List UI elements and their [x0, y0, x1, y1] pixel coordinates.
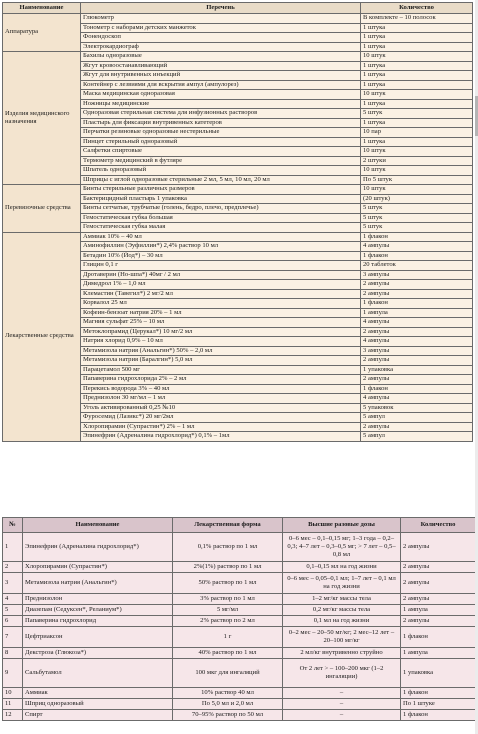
- table-row: [3, 627, 476, 648]
- item-name: Тонометр с наборами детских манжеток: [81, 23, 361, 33]
- item-quantity: 5 штук: [361, 213, 473, 223]
- row-number: 4: [3, 594, 23, 605]
- table-row: [3, 562, 476, 573]
- drug-name: Сальбутамол: [23, 659, 173, 688]
- table-row: [3, 594, 476, 605]
- item-name: Папаверина гидрохлорида 2% – 2 мл: [81, 375, 361, 385]
- table-row: [3, 573, 476, 594]
- item-name: Хлоропирамин (Супрастин*) 2% – 1 мл: [81, 422, 361, 432]
- item-quantity: 1 флакон: [361, 251, 473, 261]
- drug-quantity: 1 упаковка: [401, 659, 476, 688]
- pediatric-drugs-table: [2, 517, 476, 721]
- item-quantity: 1 штука: [361, 33, 473, 43]
- item-quantity: 1 штука: [361, 118, 473, 128]
- item-quantity: В комплекте – 10 полосок: [361, 14, 473, 24]
- drug-name: Папаверина гидрохлорид: [23, 616, 173, 627]
- item-name: Бахилы одноразовые: [81, 52, 361, 62]
- header-name: Наименование: [3, 3, 81, 14]
- table-row: [3, 232, 473, 242]
- item-name: Метоклопрамид (Церукал*) 10 мг/2 мл: [81, 327, 361, 337]
- item-quantity: 5 упаковок: [361, 403, 473, 413]
- drug-name: Спирт: [23, 710, 173, 721]
- dosage-form: 40% раствор по 1 мл: [173, 648, 283, 659]
- table-row: [3, 688, 476, 699]
- item-name: Ножницы медицинские: [81, 99, 361, 109]
- max-dose: 0,1 мл на год жизни: [283, 616, 401, 627]
- drug-name: Цефтриаксон: [23, 627, 173, 648]
- row-number: 8: [3, 648, 23, 659]
- item-quantity: 4 ампулы: [361, 318, 473, 328]
- item-quantity: 1 упаковка: [361, 365, 473, 375]
- drug-quantity: 2 ампулы: [401, 562, 476, 573]
- drug-name: Хлоропирамин (Супрастин*): [23, 562, 173, 573]
- header-list: Перечень: [81, 3, 361, 14]
- row-number: 3: [3, 573, 23, 594]
- item-name: Салфетки спиртовые: [81, 147, 361, 157]
- dosage-form: 100 мкг для ингаляций: [173, 659, 283, 688]
- row-number: 7: [3, 627, 23, 648]
- item-name: Метамизола натрия (Анальгин*) 50% – 2,0 мл: [81, 346, 361, 356]
- item-name: Маска медицинская одноразовая: [81, 90, 361, 100]
- item-name: Аммиак 10% – 40 мл: [81, 232, 361, 242]
- item-name: Шпатель одноразовый: [81, 166, 361, 176]
- row-number: 5: [3, 605, 23, 616]
- item-name: Контейнер с лезвиями для вскрытия ампул (ампулорез): [81, 80, 361, 90]
- item-quantity: 5 ампул: [361, 413, 473, 423]
- drug-name: Декстроза (Глюкоза*): [23, 648, 173, 659]
- table-row: [3, 616, 476, 627]
- item-quantity: 1 штука: [361, 137, 473, 147]
- item-name: Кофеин-бензоат натрия 20% – 1 мл: [81, 308, 361, 318]
- header-number: №: [3, 518, 23, 533]
- item-quantity: (20 штук): [361, 194, 473, 204]
- item-quantity: 2 ампулы: [361, 280, 473, 290]
- item-quantity: 5 штук: [361, 223, 473, 233]
- drug-quantity: 1 флакон: [401, 688, 476, 699]
- item-quantity: 2 ампулы: [361, 422, 473, 432]
- item-name: Бинты сетчатые, трубчатые (голень, бедро, плечо, предплечье): [81, 204, 361, 214]
- item-quantity: 2 ампулы: [361, 289, 473, 299]
- dosage-form: 2% раствор по 2 мл: [173, 616, 283, 627]
- item-name: Пинцет стерильный одноразовый: [81, 137, 361, 147]
- header-drug-name: Наименование: [23, 518, 173, 533]
- item-name: Шприцы с иглой одноразовые стерильные 2 мл, 5 мл, 10 мл, 20 мл: [81, 175, 361, 185]
- item-quantity: 10 штук: [361, 90, 473, 100]
- max-dose: 0–6 мес – 0,05–0,1 мл; 1–7 лет – 0,1 мл на год жизни: [283, 573, 401, 594]
- drug-quantity: 2 ампулы: [401, 573, 476, 594]
- drug-name: Шприц одноразовый: [23, 699, 173, 710]
- item-name: Гемостатическая губка большая: [81, 213, 361, 223]
- item-quantity: 20 таблеток: [361, 261, 473, 271]
- item-name: Жгут для внутривенных инъекций: [81, 71, 361, 81]
- drug-name: Диазепам (Седуксен*, Реланиум*): [23, 605, 173, 616]
- drug-quantity: 1 ампула: [401, 605, 476, 616]
- item-name: Перекись водорода 3% – 40 мл: [81, 384, 361, 394]
- max-dose: 1–2 мг/кг массы тела: [283, 594, 401, 605]
- dosage-form: 3% раствор по 1 мл: [173, 594, 283, 605]
- item-name: Перчатки резиновые одноразовые нестерильные: [81, 128, 361, 138]
- row-number: 6: [3, 616, 23, 627]
- item-name: Одноразовая стерильная система для инфузионных растворов: [81, 109, 361, 119]
- item-quantity: 3 ампулы: [361, 346, 473, 356]
- table-row: [3, 14, 473, 24]
- header-drug-quantity: Количество: [401, 518, 476, 533]
- dosage-form: 10% раствор 40 мл: [173, 688, 283, 699]
- section-name: Изделия медицинского назначения: [3, 52, 81, 185]
- drug-name: Аммиак: [23, 688, 173, 699]
- dosage-form: 2%(1%) раствор по 1 мл: [173, 562, 283, 573]
- item-name: Гемостатическая губка малая: [81, 223, 361, 233]
- row-number: 12: [3, 710, 23, 721]
- item-quantity: 3 ампулы: [361, 270, 473, 280]
- table-row: [3, 659, 476, 688]
- item-quantity: 4 ампулы: [361, 242, 473, 252]
- drug-quantity: По 1 штуке: [401, 699, 476, 710]
- table-row: [3, 699, 476, 710]
- item-quantity: 1 штука: [361, 80, 473, 90]
- row-number: 1: [3, 533, 23, 562]
- dosage-form: 0,1% раствор по 1 мл: [173, 533, 283, 562]
- item-name: Глюкометр: [81, 14, 361, 24]
- item-quantity: 10 штук: [361, 52, 473, 62]
- dosage-form: 70–95% раствор по 50 мл: [173, 710, 283, 721]
- drug-quantity: 2 ампулы: [401, 533, 476, 562]
- dosage-form: 5 мг/мл: [173, 605, 283, 616]
- drug-name: Эпинефрин (Адреналина гидрохлорид*): [23, 533, 173, 562]
- table-row: [3, 52, 473, 62]
- header-quantity: Количество: [361, 3, 473, 14]
- item-quantity: 1 штука: [361, 61, 473, 71]
- max-dose: От 2 лет > – 100–200 мкг (1–2 ингаляции): [283, 659, 401, 688]
- drug-quantity: 2 ампулы: [401, 594, 476, 605]
- item-name: Термометр медицинский в футляре: [81, 156, 361, 166]
- item-quantity: 10 штук: [361, 166, 473, 176]
- drug-quantity: 2 ампулы: [401, 616, 476, 627]
- table-row: [3, 648, 476, 659]
- max-dose: –: [283, 699, 401, 710]
- item-name: Фуросемид (Лазикс*) 20 мг/2мл: [81, 413, 361, 423]
- table-row: [3, 710, 476, 721]
- section-name: Аппаратура: [3, 14, 81, 52]
- item-quantity: 1 флакон: [361, 232, 473, 242]
- item-quantity: 5 штук: [361, 109, 473, 119]
- item-name: Натрия хлорид 0,9% – 10 мл: [81, 337, 361, 347]
- item-quantity: По 5 штук: [361, 175, 473, 185]
- item-name: Дротаверин (Но-шпа*) 40мг / 2 мл: [81, 270, 361, 280]
- item-name: Парацетамол 500 мг: [81, 365, 361, 375]
- item-quantity: 10 пар: [361, 128, 473, 138]
- item-name: Глицин 0,1 г: [81, 261, 361, 271]
- max-dose: 0,1–0,15 мл на год жизни: [283, 562, 401, 573]
- table-row: [3, 533, 476, 562]
- item-quantity: 10 штук: [361, 147, 473, 157]
- drug-quantity: 1 флакон: [401, 710, 476, 721]
- drug-name: Метамизола натрия (Анальгин*): [23, 573, 173, 594]
- item-name: Метамизола натрия (Баралгин*) 5,0 мл: [81, 356, 361, 366]
- section-name: Лекарственные средства: [3, 232, 81, 441]
- item-name: Корвалол 25 мл: [81, 299, 361, 309]
- item-quantity: 1 ампула: [361, 308, 473, 318]
- item-name: Аминофиллин (Эуфиллин*) 2,4% раствор 10 мл: [81, 242, 361, 252]
- item-name: Пластырь для фиксации внутривенных катетеров: [81, 118, 361, 128]
- item-name: Бинты стерильные различных размеров: [81, 185, 361, 195]
- drug-name: Преднизолон: [23, 594, 173, 605]
- max-dose: –: [283, 688, 401, 699]
- equipment-table-header: [3, 3, 473, 14]
- item-name: Жгут кровоостанавливающий: [81, 61, 361, 71]
- item-quantity: 1 штука: [361, 23, 473, 33]
- equipment-table: [2, 2, 473, 442]
- item-quantity: 2 ампулы: [361, 356, 473, 366]
- header-max-dose: Высшие разовые дозы: [283, 518, 401, 533]
- dosage-form: По 5,0 мл и 2,0 мл: [173, 699, 283, 710]
- drugs-table-header: [3, 518, 476, 533]
- item-quantity: 4 ампулы: [361, 394, 473, 404]
- item-quantity: 5 штук: [361, 204, 473, 214]
- row-number: 11: [3, 699, 23, 710]
- header-dosage-form: Лекарственная форма: [173, 518, 283, 533]
- item-quantity: 1 штука: [361, 42, 473, 52]
- row-number: 10: [3, 688, 23, 699]
- item-quantity: 1 штука: [361, 99, 473, 109]
- item-quantity: 5 ампул: [361, 432, 473, 442]
- dosage-form: 1 г: [173, 627, 283, 648]
- max-dose: 0–2 мес – 20–50 мг/кг; 2 мес–12 лет – 20–100 мг/кг: [283, 627, 401, 648]
- item-name: Бактерицидный пластырь 1 упаковка: [81, 194, 361, 204]
- item-name: Клемастин (Тавегил*) 2 мг/2 мл: [81, 289, 361, 299]
- item-quantity: 10 штук: [361, 185, 473, 195]
- max-dose: 0,2 мг/кг массы тела: [283, 605, 401, 616]
- item-quantity: 1 флакон: [361, 384, 473, 394]
- table-row: [3, 185, 473, 195]
- item-name: Преднизолон 30 мг/мл – 1 мл: [81, 394, 361, 404]
- item-name: Эпинефрин (Адреналина гидрохлорид*) 0,1% – 1мл: [81, 432, 361, 442]
- item-name: Димедрол 1% – 1,0 мл: [81, 280, 361, 290]
- section-name: Перевязочные средства: [3, 185, 81, 233]
- item-name: Уголь активированный 0,25 №10: [81, 403, 361, 413]
- item-name: Магния сульфат 25% – 10 мл: [81, 318, 361, 328]
- dosage-form: 50% раствор по 1 мл: [173, 573, 283, 594]
- row-number: 2: [3, 562, 23, 573]
- item-quantity: 2 ампулы: [361, 375, 473, 385]
- item-quantity: 1 флакон: [361, 299, 473, 309]
- item-name: Бетадин 10% (Йод*) – 30 мл: [81, 251, 361, 261]
- item-name: Электрокардиограф: [81, 42, 361, 52]
- max-dose: –: [283, 710, 401, 721]
- item-quantity: 4 ампулы: [361, 337, 473, 347]
- table-row: [3, 605, 476, 616]
- item-quantity: 2 ампулы: [361, 327, 473, 337]
- drug-quantity: 1 флакон: [401, 627, 476, 648]
- row-number: 9: [3, 659, 23, 688]
- drug-quantity: 1 ампула: [401, 648, 476, 659]
- item-quantity: 1 штука: [361, 71, 473, 81]
- max-dose: 2 мл/кг внутривенно струйно: [283, 648, 401, 659]
- max-dose: 0–6 мес – 0,1–0,15 мг; 1–3 года – 0,2–0,3; 4–7 лет – 0,3–0,5 мг; > 7 лет – 0,5–0,8 мл: [283, 533, 401, 562]
- item-name: Фонендоскоп: [81, 33, 361, 43]
- item-quantity: 2 штуки: [361, 156, 473, 166]
